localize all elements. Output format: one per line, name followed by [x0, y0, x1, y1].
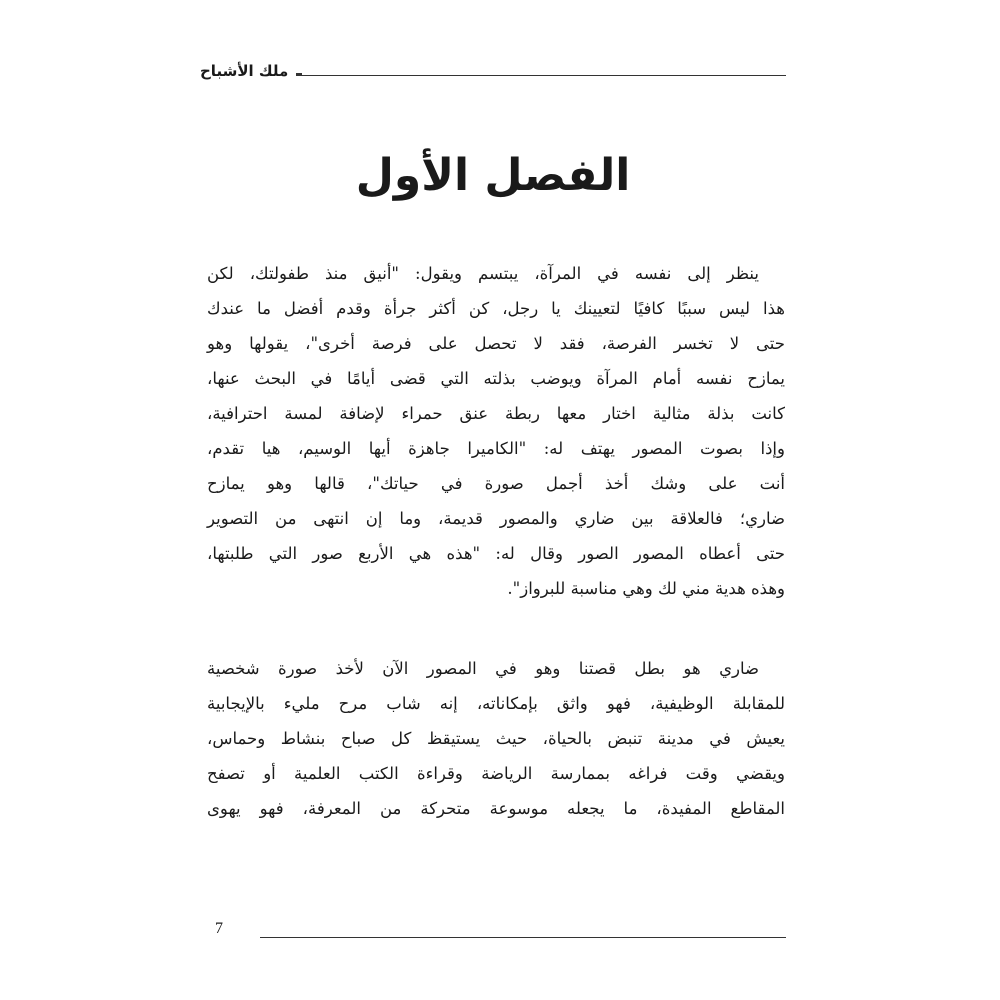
book-title: ملك الأشباح	[200, 62, 289, 80]
text-line: حتى أعطاه المصور الصور وقال له: "هذه هي الأربع صور التي طلبتها،	[207, 544, 785, 563]
text-line: ينظر إلى نفسه في المرآة، يبتسم ويقول: "أنيق منذ طفولتك، لكن	[207, 264, 759, 283]
text-line: ويقضي وقت فراغه بممارسة الرياضة وقراءة الكتب العلمية أو تصفح	[207, 764, 785, 783]
chapter-title: الفصل الأول	[355, 150, 631, 201]
text-line: أنت على وشك أخذ أجمل صورة في حياتك"، قالها وهو يمازح	[207, 474, 785, 493]
text-line: للمقابلة الوظيفية، فهو واثق بإمكاناته، إنه شاب مرح مليء بالإيجابية	[207, 694, 785, 713]
text-line: وإذا بصوت المصور يهتف له: "الكاميرا جاهزة أيها الوسيم، هيا تقدم،	[207, 439, 785, 458]
text-line: حتى لا تخسر الفرصة، فقد لا تحصل على فرصة أخرى"، يقولها وهو	[207, 334, 785, 353]
text-line: يمازح نفسه أمام المرآة ويوضب بذلته التي قضى أيامًا في البحث عنها،	[207, 369, 785, 388]
text-line: كانت بذلة مثالية اختار معها ربطة عنق حمراء لإضافة لمسة احترافية،	[207, 404, 785, 423]
text-line: وهذه هدية مني لك وهي مناسبة للبرواز".	[507, 579, 785, 598]
text-line: المقاطع المفيدة، ما يجعله موسوعة متحركة من المعرفة، فهو يهوى	[207, 799, 785, 818]
text-line: ضاري؛ فالعلاقة بين ضاري والمصور قديمة، وما إن انتهى من التصوير	[207, 509, 785, 528]
text-line: هذا ليس سببًا كافيًا لتعيينك يا رجل، كن أكثر جرأة وقدم أفضل ما عندك	[207, 299, 785, 318]
paragraph-1	[207, 256, 785, 606]
text-line: ضاري هو بطل قصتنا وهو في المصور الآن لأخذ صورة شخصية	[207, 659, 759, 678]
running-header	[200, 62, 786, 86]
text-line: يعيش في مدينة تنبض بالحياة، حيث يستيقظ كل صباح بنشاط وحماس،	[207, 729, 785, 748]
header-rule	[300, 75, 786, 76]
paragraph-2	[207, 651, 785, 826]
page-number: 7	[215, 920, 223, 937]
page-footer	[215, 920, 786, 942]
footer-rule	[260, 937, 786, 938]
